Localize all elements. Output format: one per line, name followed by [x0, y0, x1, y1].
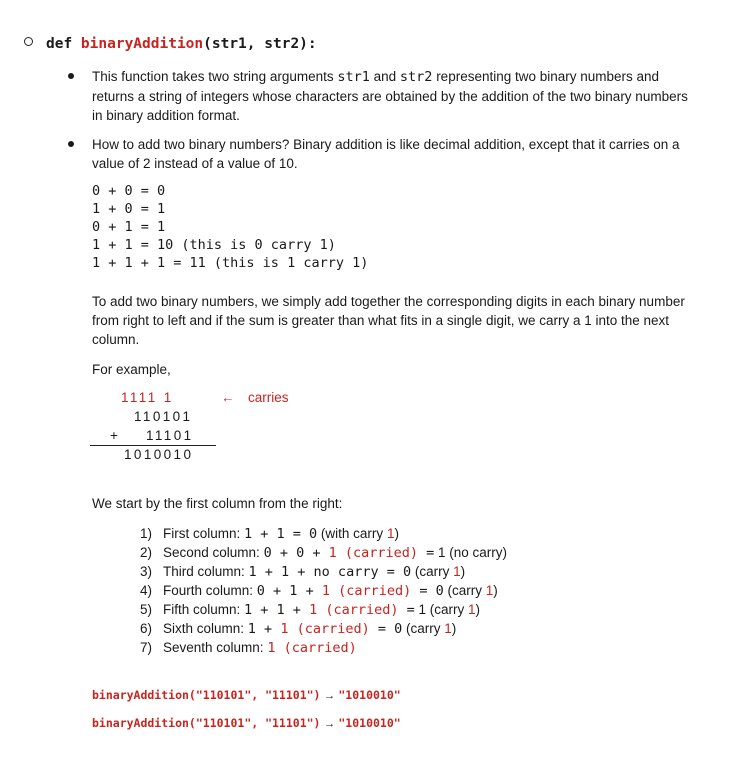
example-call [92, 688, 401, 702]
sum-line [90, 445, 216, 446]
step-expr: 1 + 1 + [244, 602, 310, 618]
addend-top: 110101 [134, 409, 193, 424]
step-tail: 1 (carry [414, 602, 468, 617]
sum-result: 1010010 [124, 447, 194, 462]
rule-line: 0 + 1 = 1 [92, 219, 166, 235]
step-number: 1) [140, 526, 153, 541]
carries-arrow-icon: ← [221, 390, 235, 405]
step-carried: 1 (carried) [267, 640, 357, 656]
step-label: Seventh column: [163, 640, 268, 655]
step-expr: = [398, 602, 415, 618]
step-carry: 1 [468, 602, 476, 617]
step-tail: (carry [443, 583, 486, 598]
step-number: 7) [140, 640, 153, 655]
step-carried: 1 (carried) [328, 545, 418, 561]
plus-sign: + [110, 428, 121, 443]
step-carry: 1 [453, 564, 461, 579]
function-signature [24, 36, 317, 52]
step-tail: 1 (no carry) [434, 545, 508, 560]
step-label: Sixth column: [163, 621, 248, 636]
step-carry: 1 [485, 583, 494, 598]
example-expression: binaryAddition("110101", "11101") [92, 688, 321, 702]
carries-row: 1111 1 [121, 390, 174, 405]
step-tail-end: ) [451, 621, 457, 636]
step-tail-end: ) [394, 526, 399, 541]
bullet-icon [68, 141, 74, 147]
step-number: 2) [140, 545, 153, 560]
step-carried: 1 (carried) [280, 621, 370, 637]
function-params: (str1, str2): [203, 36, 317, 52]
addition-rules [92, 182, 368, 272]
step-tail-end: ) [475, 602, 481, 617]
example-call [92, 716, 401, 730]
for-example-label: For example, [92, 362, 171, 377]
example-expression: binaryAddition("110101", "11101") [92, 716, 321, 730]
step-tail: (carry [402, 621, 445, 636]
desc-text: and [369, 69, 400, 84]
step-label: Fifth column: [163, 602, 245, 617]
param-str1: str1 [337, 69, 370, 85]
step-expr: 1 + [247, 621, 281, 637]
description-paragraph [92, 67, 702, 125]
steps-intro: We start by the first column from the right: [92, 496, 343, 511]
step-tail: (carry [411, 564, 454, 579]
binary-intro-paragraph: How to add two binary numbers? Binary addition is like decimal addition, except that it carries on a value of 2 instead of a value of 10. [92, 137, 680, 171]
example-result: "1010010" [338, 716, 401, 730]
step-expr: 1 + 1 + no carry = 0 [248, 564, 412, 580]
addend-bottom: 11101 [146, 428, 194, 443]
step-number: 5) [140, 602, 153, 617]
step-expr: 0 + 0 + [263, 545, 329, 561]
rule-line: 1 + 1 + 1 = 11 (this is 1 carry 1) [92, 255, 369, 271]
step-tail-end: ) [460, 564, 466, 579]
step-number: 6) [140, 621, 153, 636]
param-str2: str2 [399, 69, 433, 85]
step-carried: 1 (carried) [321, 583, 412, 599]
step-label: Fourth column: [163, 583, 257, 598]
rule-line: 1 + 1 = 10 (this is 0 carry 1) [92, 237, 336, 253]
step-tail-end: ) [493, 583, 498, 598]
step-expr: 1 + 1 = 0 [244, 526, 318, 542]
function-name: binaryAddition [80, 36, 204, 52]
rule-line: 1 + 0 = 1 [92, 201, 166, 217]
def-keyword: def [46, 36, 81, 52]
desc-text: representing two binary numbers and returns a string of integers whose characters are obtained by the addition of the two binary numbers in binary addition format. [92, 69, 688, 123]
step-carry: 1 [386, 526, 395, 541]
example-result: "1010010" [338, 688, 401, 702]
step-label: First column: [163, 526, 245, 541]
step-carried: 1 (carried) [309, 602, 399, 618]
carries-label: carries [248, 390, 289, 405]
step-expr: = 0 [411, 583, 444, 599]
arrow-icon: → [320, 718, 339, 730]
arrow-icon: → [320, 690, 339, 702]
rule-line: 0 + 0 = 0 [92, 183, 166, 199]
step-tail: (with carry [317, 526, 387, 541]
step-carry: 1 [444, 621, 452, 636]
desc-text: This function takes two string arguments [92, 69, 338, 84]
bullet-icon [68, 73, 74, 79]
hollow-bullet-icon [24, 37, 33, 46]
step-expr: 0 + 1 + [256, 583, 322, 599]
step-expr: = 0 [369, 621, 403, 637]
step-label: Third column: [163, 564, 249, 579]
step-number: 3) [140, 564, 153, 579]
step-label: Second column: [163, 545, 264, 560]
explanation-paragraph: To add two binary numbers, we simply add together the corresponding digits in each binary number from right to left and if the sum is greater than what fits in a single digit, we carry a 1 into the next column. [92, 294, 685, 347]
step-number: 4) [140, 583, 153, 598]
step-expr: = [418, 545, 435, 561]
